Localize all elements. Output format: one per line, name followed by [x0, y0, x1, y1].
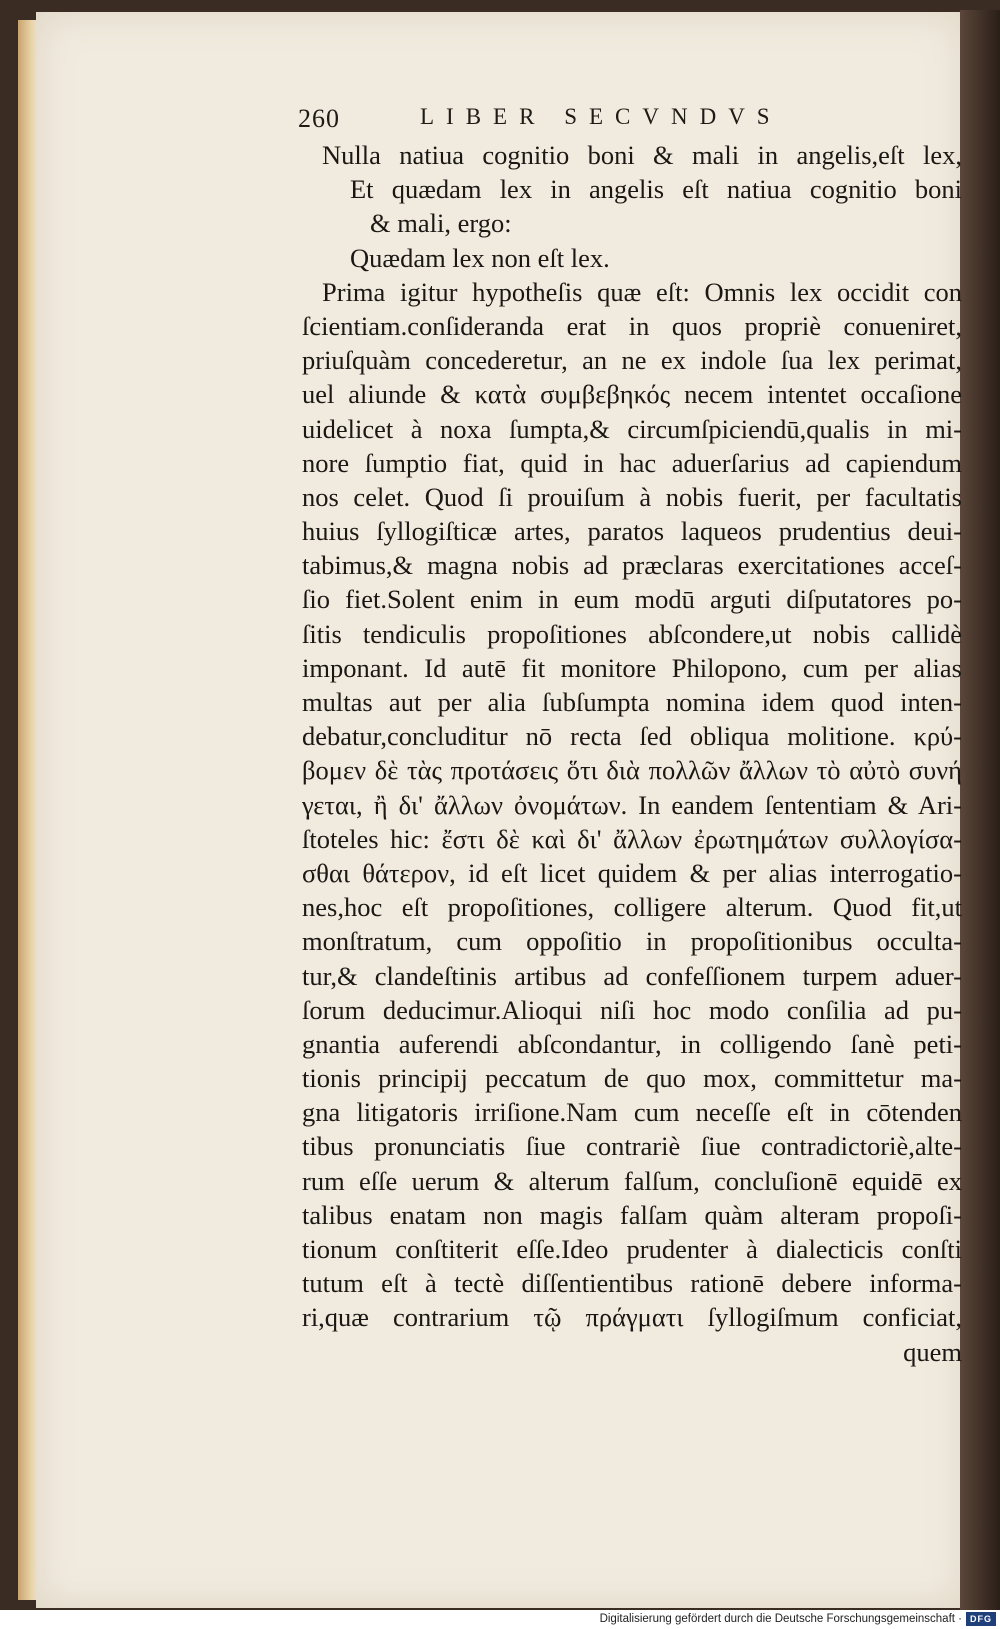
- digitization-credit: Digitalisierung gefördert durch die Deutsche Forschungsgemeinschaft ·: [599, 1613, 962, 1625]
- text-line: monſtratum, cum oppoſitio in propoſitionibus occulta-: [302, 926, 962, 957]
- text-line: ſitis tendiculis propoſitiones abſcondere,ut nobis callidè: [302, 618, 962, 649]
- text-line: nos celet. Quod ſi prouiſum à nobis fuerit, per facultatis: [302, 481, 962, 512]
- text-line: uidelicet à noxa ſumpta,& circumſpiciendū,qualis in mi-: [302, 413, 962, 444]
- text-line: gna litigatoris irriſione.Nam cum neceſſe eſt in cōtenden: [302, 1097, 962, 1128]
- text-line: βομεν δὲ τὰς προτάσεις ὅτι διὰ πολλῶν ἄλλων τὸ αὐτὸ συνή: [302, 755, 962, 786]
- text-line: & mali, ergo:: [370, 208, 512, 239]
- text-line: rum eſſe uerum & alterum falſum, concluſionē equidē ex: [302, 1165, 962, 1196]
- text-block: [302, 138, 962, 1369]
- text-line: multas aut per alia ſubſumpta nomina idem quod inten-: [302, 687, 962, 717]
- text-line: Quædam lex non eſt lex.: [350, 242, 610, 273]
- text-line: ſorum deducimur.Alioqui niſi hoc modo conſilia ad pu-: [302, 994, 962, 1025]
- text-line: ri,quæ contrarium τῷ πράγματι ſyllogiſmum conficiat,: [302, 1302, 962, 1333]
- text-line: tionum conſtiterit eſſe.Ideo prudenter à dialecticis conſti: [302, 1234, 962, 1264]
- text-line: uel aliunde & κατὰ συμβεβηκός necem intentet occaſione: [302, 379, 962, 410]
- text-line: tibus pronunciatis ſiue contrariè ſiue contradictoriè,alte-: [302, 1131, 962, 1162]
- running-title: LIBER SECVNDVS: [420, 104, 782, 129]
- text-line: ſio fiet.Solent enim in eum modū arguti diſputatores po-: [302, 584, 962, 615]
- text-line: γεται, ἢ δι' ἄλλων ὀνομάτων. In eandem ſententiam & Ari-: [302, 789, 962, 820]
- text-line: tabimus,& magna nobis ad præclaras exercitationes acceſ-: [302, 550, 962, 581]
- dfg-logo: DFG: [966, 1612, 996, 1626]
- text-line: talibus enatam non magis falſam quàm alteram propoſi-: [302, 1199, 962, 1230]
- running-head: [298, 104, 858, 138]
- text-line: ſcientiam.conſideranda erat in quos propriè conueniret,: [302, 310, 962, 341]
- text-line: nes,hoc eſt propoſitiones, colligere alterum. Quod fit,ut: [302, 892, 962, 923]
- text-line: imponant. Id autē fit monitore Philopono, cum per alias: [302, 652, 962, 683]
- text-line: quem: [903, 1336, 962, 1367]
- text-line: debatur,concluditur nō recta ſed obliqua molitione. κρύ-: [302, 721, 962, 752]
- text-line: Et quædam lex in angelis eſt natiua cognitio boni: [350, 174, 962, 205]
- text-line: ſtoteles hic: ἔστι δὲ καὶ δι' ἄλλων ἐρωτημάτων συλλογίσα-: [302, 823, 962, 854]
- page-number: 260: [298, 104, 340, 133]
- text-line: Nulla natiua cognitio boni & mali in angelis,eſt lex,: [322, 140, 962, 170]
- text-line: tur,& clandeſtinis artibus ad confeſſionem turpem aduer-: [302, 960, 962, 991]
- text-line: tutum eſt à tectè diſſentientibus rationē debere informa-: [302, 1268, 962, 1299]
- text-line: tionis principij peccatum de quo mox, committetur ma-: [302, 1063, 962, 1094]
- text-line: huius ſyllogiſticæ artes, paratos laqueos prudentius deui-: [302, 516, 962, 547]
- text-line: nore ſumptio fiat, quid in hac aduerſarius ad capiendum: [302, 447, 962, 478]
- text-line: priuſquàm concederetur, an ne ex indole ſua lex perimat,: [302, 345, 962, 376]
- text-line: gnantia auferendi abſcondantur, in colligendo ſanè peti-: [302, 1028, 962, 1059]
- text-line: Prima igitur hypotheſis quæ eſt: Omnis lex occidit con: [322, 276, 962, 307]
- text-line: σθαι θάτερον, id eſt licet quidem & per alias interrogatio-: [302, 857, 962, 888]
- page-edge-right: [960, 10, 1000, 1610]
